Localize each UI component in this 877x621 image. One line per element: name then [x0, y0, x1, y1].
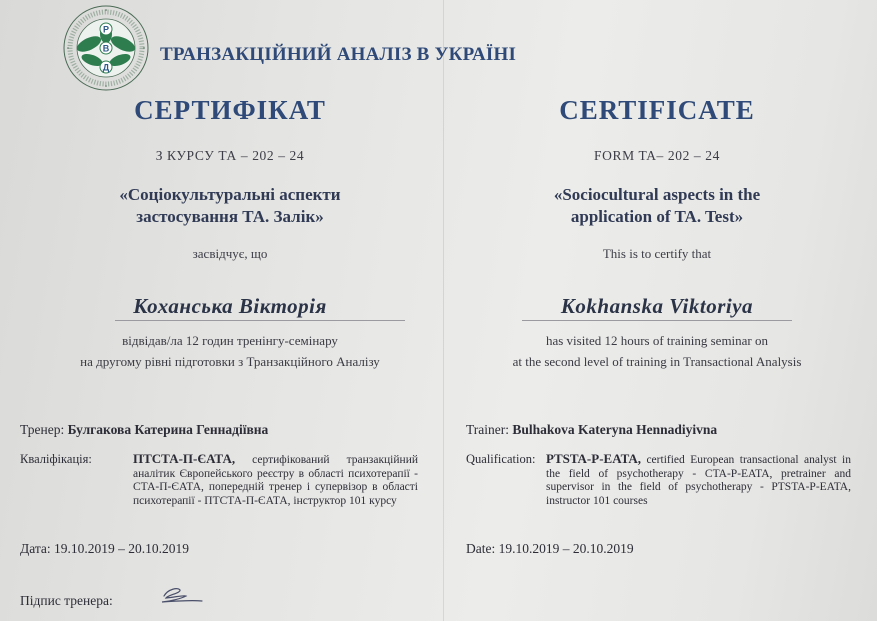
logo-letter-3: Д	[102, 62, 110, 73]
date-row-en	[466, 541, 634, 557]
qualification-row-en	[466, 452, 856, 508]
trainer-name-en: Bulhakova Kateryna Hennadiyivna	[512, 422, 718, 437]
name-underline-ua	[115, 320, 405, 321]
course-name-ua	[20, 184, 440, 228]
hours-text-ua	[20, 330, 440, 372]
logo-letter-2: В	[102, 43, 110, 54]
course-line-2-en: application of TA. Test»	[570, 207, 744, 226]
recipient-name-ua: Коханська Вікторія	[133, 294, 327, 318]
qualification-desc-ua: сертифікований транзакційний аналітик Європейського реєстру в області психотерапії - СТА-П-ЄАТА, попередній тренер і супервізор в області психотерапії - ПТСТА-П-ЄАТА, інструктор 101 курсу	[133, 454, 418, 507]
trainer-label-ua: Тренер:	[20, 422, 65, 437]
organization-logo	[62, 4, 150, 92]
hours-line-1-ua: відвідав/ла 12 годин тренінгу-семінару	[122, 333, 338, 348]
qualification-text-en	[546, 452, 851, 508]
certify-text-en: This is to certify that	[602, 246, 712, 261]
organization-name: ТРАНЗАКЦІЙНИЙ АНАЛІЗ В УКРАЇНІ	[160, 44, 517, 65]
qualification-row-ua	[20, 452, 418, 508]
course-line-2-ua: застосування ТА. Залік»	[136, 207, 324, 226]
certificate-title-en: CERTIFICATE	[559, 95, 755, 125]
trainer-row-ua	[20, 422, 268, 438]
date-value-en: 19.10.2019 – 20.10.2019	[498, 541, 634, 556]
course-name-en	[452, 184, 862, 228]
hours-text-en	[452, 330, 862, 372]
certificate-title-ua: СЕРТИФІКАТ	[134, 95, 326, 125]
date-row-ua	[20, 541, 189, 557]
trainer-label-en: Trainer:	[466, 422, 509, 437]
certify-text-ua: засвідчує, що	[192, 246, 268, 261]
fold-line	[443, 0, 444, 621]
date-label-ua: Дата:	[20, 541, 51, 556]
qualification-label-ua: Кваліфікація:	[20, 452, 92, 466]
signature-label: Підпис тренера:	[20, 593, 113, 608]
course-form-en: FORM TA– 202 – 24	[594, 148, 720, 163]
date-value-ua: 19.10.2019 – 20.10.2019	[54, 541, 190, 556]
hours-line-2-en: at the second level of training in Transactional Analysis	[512, 354, 802, 369]
date-label-en: Date:	[466, 541, 496, 556]
qualification-title-ua: ПТСТА-П-ЄАТА,	[133, 451, 236, 466]
course-form-ua: З КУРСУ ТА – 202 – 24	[155, 148, 305, 163]
hours-line-2-ua: на другому рівні підготовки з Транзакційного Аналізу	[80, 354, 380, 369]
trainer-row-en	[466, 422, 717, 438]
name-underline-en	[522, 320, 792, 321]
qualification-text-ua	[133, 452, 418, 508]
trainer-signature	[150, 580, 210, 608]
course-line-1-ua: «Соціокультуральні аспекти	[119, 185, 341, 204]
course-line-1-en: «Sociocultural aspects in the	[553, 185, 761, 204]
qualification-title-en: PTSTA-P-EATA,	[546, 451, 641, 466]
logo-letter-1: Р	[102, 24, 110, 35]
qualification-label-en: Qualification:	[466, 452, 536, 466]
qualification-desc-en: certified European transactional analyst in the field of psychotherapy - CTA-P-EATA, pretrainer and supervisor in the field of psychotherapy - PTSTA-P-EATA, instructor 101 courses	[546, 454, 851, 507]
recipient-name-en: Kokhanska Viktoriya	[560, 294, 754, 318]
hours-line-1-en: has visited 12 hours of training seminar on	[545, 333, 769, 348]
trainer-name-ua: Булгакова Катерина Геннадіївна	[67, 422, 269, 437]
